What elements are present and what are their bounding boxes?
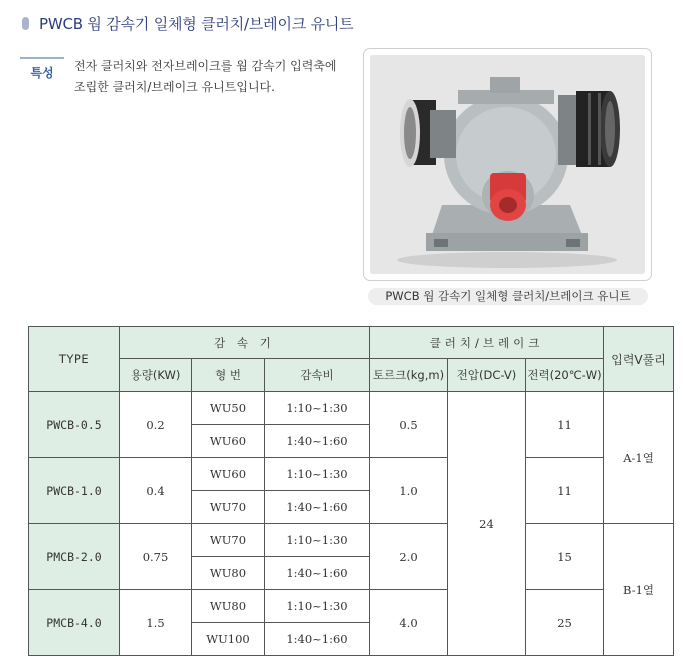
header-ratio: 감속비 [265,359,370,392]
power-cell: 15 [526,524,604,590]
title-bullet-icon [22,17,29,30]
table-row [29,590,674,623]
ratio-cell: 1:40~1:60 [265,491,370,524]
power-cell: 25 [526,590,604,656]
capacity-cell: 0.4 [120,458,192,524]
model-cell: WU100 [192,623,265,656]
header-torque: 토르크(kg,m) [370,359,448,392]
table-row [29,524,674,557]
type-cell: PWCB-1.0 [29,458,120,524]
ratio-cell: 1:40~1:60 [265,425,370,458]
header-reducer: 감 속 기 [120,327,370,359]
model-cell: WU80 [192,557,265,590]
torque-cell: 2.0 [370,524,448,590]
type-cell: PWCB-0.5 [29,392,120,458]
pulley-cell-b: B-1열 [604,524,674,656]
voltage-cell: 24 [448,392,526,656]
worm-reducer-clutch-brake-illustration [370,55,645,274]
torque-cell: 0.5 [370,392,448,458]
model-cell: WU70 [192,491,265,524]
capacity-cell: 0.2 [120,392,192,458]
header-model: 형 번 [192,359,265,392]
table-row [29,458,674,491]
feature-line-1: 전자 클러치와 전자브레이크를 웜 감속기 입력축에 [74,59,337,73]
model-cell: WU60 [192,425,265,458]
page-title: PWCB 웜 감속기 일체형 클러치/브레이크 유니트 [39,14,354,33]
capacity-cell: 1.5 [120,590,192,656]
power-cell: 11 [526,392,604,458]
page-title-bar [22,12,353,34]
table-row [29,392,674,425]
power-cell: 11 [526,458,604,524]
product-photo-frame [363,48,652,281]
torque-cell: 4.0 [370,590,448,656]
model-cell: WU60 [192,458,265,491]
type-cell: PMCB-4.0 [29,590,120,656]
header-power: 전력(20℃-W) [526,359,604,392]
ratio-cell: 1:40~1:60 [265,557,370,590]
ratio-cell: 1:10~1:30 [265,590,370,623]
header-type: TYPE [29,327,120,392]
header-capacity: 용량(KW) [120,359,192,392]
feature-line-2: 조립한 클러치/브레이크 유니트입니다. [74,80,275,94]
feature-label: 특성 [20,57,64,81]
type-cell: PMCB-2.0 [29,524,120,590]
model-cell: WU80 [192,590,265,623]
photo-caption: PWCB 웜 감속기 일체형 클러치/브레이크 유니트 [368,288,648,305]
product-photo [370,55,645,274]
ratio-cell: 1:10~1:30 [265,458,370,491]
model-cell: WU50 [192,392,265,425]
pulley-cell-a: A-1열 [604,392,674,524]
header-voltage: 전압(DC-V) [448,359,526,392]
ratio-cell: 1:40~1:60 [265,623,370,656]
model-cell: WU70 [192,524,265,557]
ratio-cell: 1:10~1:30 [265,392,370,425]
spec-table [28,326,674,656]
header-pulley: 입력V풀리 [604,327,674,392]
torque-cell: 1.0 [370,458,448,524]
ratio-cell: 1:10~1:30 [265,524,370,557]
capacity-cell: 0.75 [120,524,192,590]
feature-description [74,56,344,98]
header-clutch-brake: 클러치/브레이크 [370,327,604,359]
